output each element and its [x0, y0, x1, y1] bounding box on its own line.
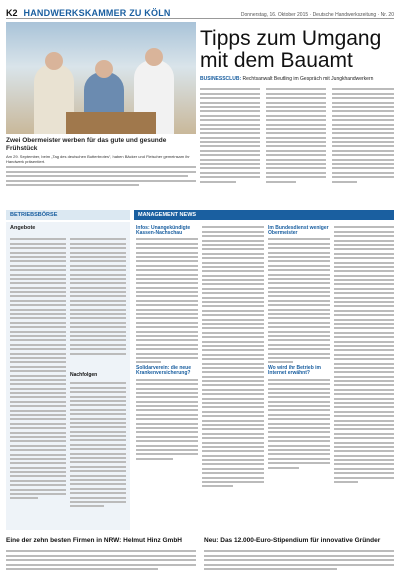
caption-title: Zwei Obermeister werben für das gute und gesunde Frühstück — [6, 137, 167, 152]
news-heading-internet: Wo wird ihr Betrieb im Internet erwähnt? — [268, 365, 321, 377]
angebote-heading: Angebote — [10, 225, 36, 231]
section-number: K2 — [6, 8, 18, 18]
management-news-label: MANAGEMENT NEWS — [138, 212, 197, 218]
bottom-right-title: Neu: Das 12.000-Euro-Stipendium für innovative Gründer — [204, 537, 381, 544]
lead-kicker: BUSINESSCLUB: — [200, 76, 242, 82]
betriebsboerse-box — [6, 222, 130, 530]
news-heading-bundesdienst: Im Bundesdienst weniger Obermeister — [268, 225, 329, 236]
caption-text: Am 29. September, beim „Tag des deutschen Butterbrotes“, haben Bäcker und Fleischer gemeinsam ihr Handwerk präsentiert. — [6, 154, 190, 164]
lead-subtitle — [200, 76, 396, 82]
bottom-left-title: Eine der zehn besten Firmen in NRW: Helmut Hinz GmbH — [6, 537, 183, 544]
photo-caption — [6, 137, 196, 188]
betriebsboerse-label: BETRIEBSBÖRSE — [10, 212, 58, 218]
bottom-right-body — [204, 548, 394, 572]
issue-meta: Donnerstag, 16. Oktober 2015 · Deutsche Handwerkszeitung · Nr. 20 — [240, 12, 394, 18]
publication-name: HANDWERKSKAMMER ZU KÖLN — [23, 8, 171, 18]
lead-photo — [6, 22, 196, 134]
nachfolge-heading: Nachfolgen — [70, 372, 98, 378]
news-heading-solidarverein: Solidarverein: die neue Krankenversicherung? — [136, 365, 192, 377]
lead-body-col-1 — [200, 86, 260, 185]
news-col-3 — [268, 224, 330, 471]
lead-article — [200, 28, 396, 82]
news-col-2 — [202, 224, 264, 490]
news-col-4 — [334, 224, 394, 485]
lead-body-col-3 — [332, 86, 394, 185]
betriebsboerse-bar — [6, 210, 130, 220]
bottom-left-body — [6, 548, 196, 572]
lead-body-col-2 — [266, 86, 326, 185]
news-heading-kassen: Infos: Unangekündigte Kassen-Nachschau — [136, 225, 191, 236]
page-header — [6, 4, 394, 19]
lead-title: Tipps zum Umgang mit dem Bauamt — [200, 27, 382, 72]
news-col-1 — [136, 224, 198, 462]
lead-subtitle-text: Rechtsanwalt Beutling im Gespräch mit Jungkhandwerkern — [242, 76, 374, 82]
management-news-bar — [134, 210, 394, 220]
